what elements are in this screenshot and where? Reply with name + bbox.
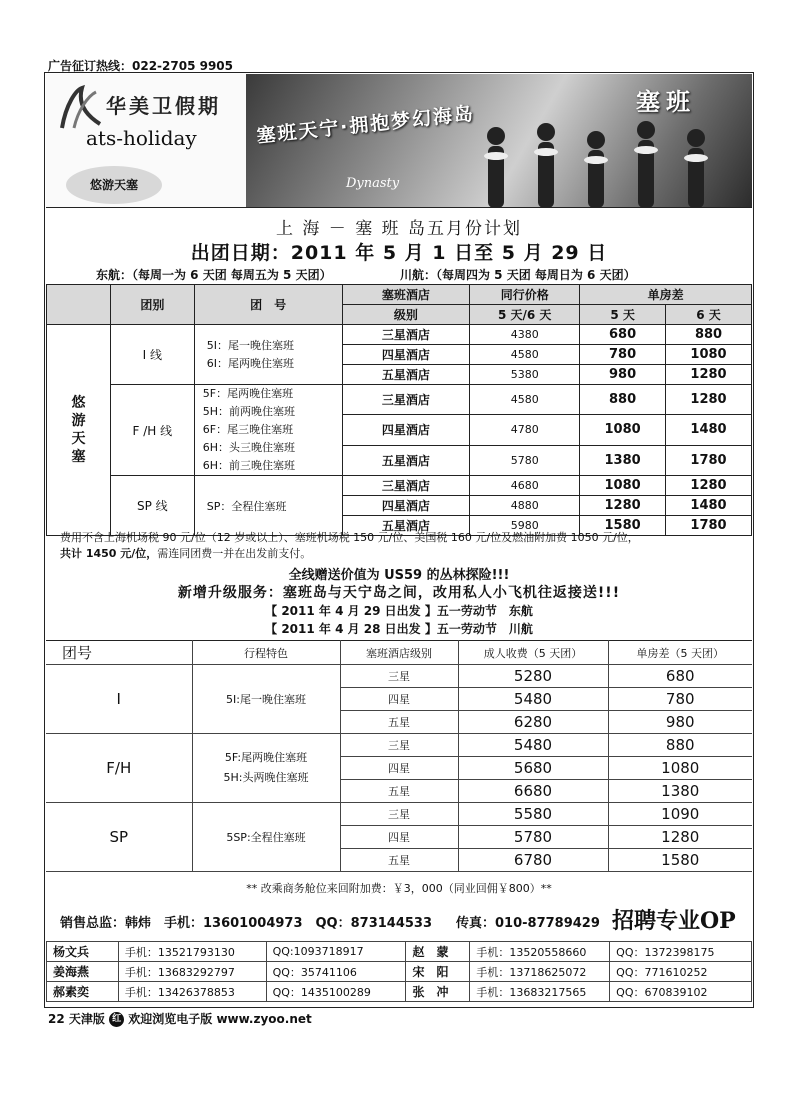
code-line: SP：全程住塞班: [206, 499, 287, 513]
peer-price: 5380: [470, 365, 580, 385]
contact-name: 张 冲: [406, 982, 470, 1002]
single-price: 780: [608, 688, 752, 711]
header-single: 单房差: [580, 285, 752, 305]
adult-price: 5680: [458, 757, 608, 780]
single-5d: 680: [580, 325, 666, 345]
group-name: F /H 线: [110, 385, 194, 476]
hotel-level: 五星酒店: [342, 365, 470, 385]
red-badge-icon: 红: [109, 1012, 124, 1027]
single-5d: 980: [580, 365, 666, 385]
header-peer-price: 同行价格: [470, 285, 580, 305]
side-char: 塞: [71, 449, 86, 465]
hotel-level: 四星: [340, 826, 458, 849]
single-6d: 1080: [666, 345, 752, 365]
banner-photo: [246, 74, 752, 208]
adult-price: 5780: [458, 826, 608, 849]
hotel-level: 三星酒店: [342, 385, 470, 415]
side-char: 天: [71, 431, 86, 447]
east-airline-schedule: 东航：（每周一为 6 天团 每周五为 5 天团）: [96, 268, 332, 282]
peer-price: 4780: [470, 415, 580, 445]
peer-price: 4580: [470, 345, 580, 365]
code-line: 6H：前三晚住塞班: [202, 459, 296, 472]
contact-mobile: 手机：13520558660: [470, 942, 610, 962]
single-price: 1380: [608, 780, 752, 803]
group-codes: [194, 385, 342, 476]
contact-mobile: 手机：13683217565: [470, 982, 610, 1002]
fee-note-line1: 费用不含上海机场税 90 元/位（12 岁或以上）、塞班机场税 150 元/位、美国税 160 元/位及燃油附加费 1050 元/位，: [60, 531, 639, 544]
code-line: 5H：前两晚住塞班: [202, 405, 296, 418]
gift-promo: 全线赠送价值为 US59 的丛林探险!!!: [288, 568, 510, 583]
side-header-blank: [47, 285, 111, 325]
code-line: 6F：尾三晚住塞班: [202, 423, 294, 436]
adult-price: 5580: [458, 803, 608, 826]
contact-name: 姜海燕: [47, 962, 119, 982]
feature-line: 5I:尾一晚住塞班: [226, 693, 306, 706]
plan-title: 上 海 － 塞 班 岛五月份计划: [275, 219, 523, 239]
hotel-level: 四星酒店: [342, 415, 470, 445]
fee-note-line2: 需连同团费一并在出发前支付。: [157, 547, 312, 560]
business-class-addon: ** 改乘商务舱位来回附加费：￥3，000（同业回佣￥800）**: [246, 882, 552, 895]
banner-slogan: 塞班天宁·拥抱梦幻海岛: [255, 102, 476, 148]
single-6d: 1780: [666, 445, 752, 475]
fax-number: 传真：010-87789429: [456, 916, 600, 931]
banner-brand: Dynasty: [346, 176, 400, 191]
single-5d: 780: [580, 345, 666, 365]
logo-sub-badge: 悠游天塞: [66, 166, 162, 204]
single-6d: 1480: [666, 496, 752, 516]
feature-line: 5F:尾两晚住塞班: [224, 751, 308, 764]
contact-qq: QQ：771610252: [610, 962, 752, 982]
logo-area: [46, 74, 246, 208]
feature-line: 5SP:全程住塞班: [226, 831, 306, 844]
header-days: 5 天/6 天: [470, 305, 580, 325]
group-code: SP: [46, 803, 192, 872]
sales-director: 销售总监：韩炜 手机：13601004973 QQ：873144533: [60, 916, 433, 931]
code-line: 5I：尾一晚住塞班: [206, 338, 294, 352]
sichuan-airline-schedule: 川航：（每周四为 5 天团 每周日为 6 天团）: [400, 268, 636, 282]
group-feature: [192, 803, 340, 872]
contact-qq: QQ:1093718917: [266, 942, 406, 962]
hotel-level: 四星酒店: [342, 345, 470, 365]
ad-hotline: 广告征订热线：022-2705 9905: [48, 59, 234, 73]
contact-mobile: 手机：13683292797: [118, 962, 266, 982]
single-6d: 1280: [666, 365, 752, 385]
logo-english: ats-holiday: [86, 126, 197, 150]
adult-price: 6280: [458, 711, 608, 734]
header-level: 级别: [342, 305, 470, 325]
hotel-level: 五星酒店: [342, 516, 470, 536]
contact-mobile: 手机：13521793130: [118, 942, 266, 962]
upgrade-promo: 新增升级服务：塞班岛与天宁岛之间，改用私人小飞机往返接送!!!: [177, 585, 621, 601]
adult-price: 5280: [458, 665, 608, 688]
hotel-level: 三星: [340, 665, 458, 688]
hotel-level: 五星: [340, 849, 458, 872]
single-5d: 880: [580, 385, 666, 415]
single-price: 1090: [608, 803, 752, 826]
group-feature: [192, 665, 340, 734]
header-6d: 6 天: [666, 305, 752, 325]
contacts-table: [46, 941, 752, 1002]
recruit-banner: 招聘专业OP: [612, 908, 736, 934]
single-5d: 1580: [580, 516, 666, 536]
peer-price: 4680: [470, 476, 580, 496]
contact-mobile: 手机：13718625072: [470, 962, 610, 982]
single-5d: 1080: [580, 415, 666, 445]
header-code: 团 号: [194, 285, 342, 325]
single-6d: 880: [666, 325, 752, 345]
peer-price: 5980: [470, 516, 580, 536]
header-level: 塞班酒店级别: [340, 641, 458, 665]
contact-qq: QQ：1435100289: [266, 982, 406, 1002]
hotel-level: 三星酒店: [342, 476, 470, 496]
code-line: 6I：尾两晚住塞班: [206, 356, 294, 370]
code-line: 6H：头三晚住塞班: [202, 441, 296, 454]
hotel-level: 三星: [340, 734, 458, 757]
single-price: 1280: [608, 826, 752, 849]
header-code: 团号: [46, 641, 192, 665]
departure-sichuan: 【 2011 年 4 月 28 日出发 】五一劳动节 川航: [265, 622, 533, 636]
banner: [46, 74, 752, 208]
fee-note: [60, 530, 750, 562]
peer-price: 4380: [470, 325, 580, 345]
header-single: 单房差（5 天团）: [608, 641, 752, 665]
contact-qq: QQ：35741106: [266, 962, 406, 982]
contact-mobile: 手机：13426378853: [118, 982, 266, 1002]
group-feature: [192, 734, 340, 803]
header-hotel: 塞班酒店: [342, 285, 470, 305]
hotel-level: 五星: [340, 780, 458, 803]
contact-qq: QQ：1372398175: [610, 942, 752, 962]
hotel-level: 四星: [340, 757, 458, 780]
group-name: SP 线: [110, 476, 194, 536]
single-price: 1080: [608, 757, 752, 780]
single-price: 880: [608, 734, 752, 757]
group-name: I 线: [110, 325, 194, 385]
group-code: F/H: [46, 734, 192, 803]
peer-price: 4880: [470, 496, 580, 516]
single-5d: 1280: [580, 496, 666, 516]
single-6d: 1280: [666, 385, 752, 415]
group-codes: [194, 325, 342, 385]
contact-name: 宋 阳: [406, 962, 470, 982]
contact-name: 郝素奕: [47, 982, 119, 1002]
contact-qq: QQ：670839102: [610, 982, 752, 1002]
peer-price: 5780: [470, 445, 580, 475]
dancers-illustration-icon: [466, 114, 746, 208]
may-price-table: [46, 284, 752, 536]
single-6d: 1780: [666, 516, 752, 536]
header-group: 团别: [110, 285, 194, 325]
page-footer: [48, 1010, 312, 1027]
footer-text[interactable]: 欢迎浏览电子版 www.zyoo.net: [128, 1012, 312, 1026]
departure-dates: 出团日期：2011 年 5 月 1 日至 5 月 29 日: [190, 242, 608, 264]
group-codes: [194, 476, 342, 536]
feature-line: 5H:头两晚住塞班: [223, 771, 309, 784]
side-char: 悠: [71, 395, 86, 411]
peer-price: 4580: [470, 385, 580, 415]
single-price: 980: [608, 711, 752, 734]
single-5d: 1080: [580, 476, 666, 496]
hotel-level: 四星: [340, 688, 458, 711]
hotel-level: 五星酒店: [342, 445, 470, 475]
logo-swirl-icon: [56, 84, 108, 132]
hotel-level: 三星: [340, 803, 458, 826]
code-line: 5F：尾两晚住塞班: [202, 387, 294, 400]
adult-price: 6680: [458, 780, 608, 803]
header-feature: 行程特色: [192, 641, 340, 665]
header-adult: 成人收费（5 天团）: [458, 641, 608, 665]
holiday-price-table: [46, 640, 752, 872]
banner-saipan-title: 塞班: [636, 88, 696, 116]
single-5d: 1380: [580, 445, 666, 475]
hotel-level: 四星酒店: [342, 496, 470, 516]
logo-chinese: 华美卫假期: [106, 94, 221, 118]
single-price: 1580: [608, 849, 752, 872]
group-code: I: [46, 665, 192, 734]
departure-east: 【 2011 年 4 月 29 日出发 】五一劳动节 东航: [265, 604, 533, 618]
adult-price: 5480: [458, 688, 608, 711]
side-char: 游: [71, 413, 86, 429]
adult-price: 5480: [458, 734, 608, 757]
contact-name: 杨文兵: [47, 942, 119, 962]
header-5d: 5 天: [580, 305, 666, 325]
contact-name: 赵 蒙: [406, 942, 470, 962]
single-price: 680: [608, 665, 752, 688]
hotel-level: 三星酒店: [342, 325, 470, 345]
single-6d: 1280: [666, 476, 752, 496]
single-6d: 1480: [666, 415, 752, 445]
hotel-level: 五星: [340, 711, 458, 734]
adult-price: 6780: [458, 849, 608, 872]
fee-total: 共计 1450 元/位，: [60, 547, 158, 560]
side-label: [47, 325, 111, 536]
page-number: 22 天津版: [48, 1012, 105, 1026]
